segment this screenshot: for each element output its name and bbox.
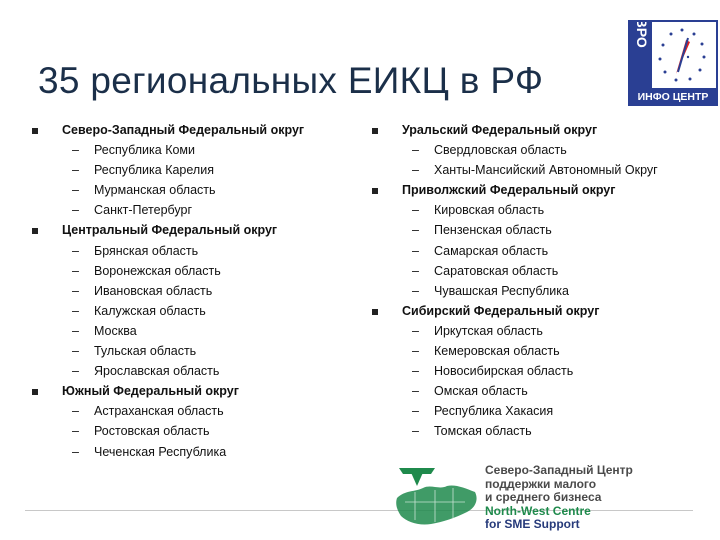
region-item: – Брянская область xyxy=(72,243,199,258)
district-central: Центральный Федеральный округ xyxy=(30,220,360,240)
region-item: – Ханты-Мансийский Автономный Округ xyxy=(412,163,658,178)
region-item: – Омская область xyxy=(412,384,528,399)
map-shape-icon xyxy=(396,485,476,524)
region-item: – Тульская область xyxy=(72,344,197,359)
region-item: – Республика Карелия xyxy=(72,163,214,178)
slide-title: 35 региональных ЕИКЦ в РФ xyxy=(38,60,544,101)
region-item: – Мурманская область xyxy=(72,183,216,198)
region-item: – Воронежская область xyxy=(72,263,221,278)
left-district-list xyxy=(30,120,360,462)
region-item: – Калужская область xyxy=(72,303,206,318)
region-item: – Астраханская область xyxy=(72,404,224,419)
sme-en-line2: for SME Support xyxy=(485,517,580,531)
square-bullet-icon xyxy=(32,128,38,134)
region-item: – Кировская область xyxy=(412,203,545,218)
region-item: – Ростовская область xyxy=(72,424,210,439)
region-item: – Иркутская область xyxy=(412,323,543,338)
square-bullet-icon xyxy=(32,389,38,395)
right-district-list xyxy=(370,120,710,442)
region-item: – Санкт-Петербург xyxy=(72,203,193,218)
sme-ru-line3: и среднего бизнеса xyxy=(485,490,602,504)
region-item: – Ярославская область xyxy=(72,364,220,379)
euro-info-centre-logo xyxy=(628,20,718,106)
region-item: – Республика Коми xyxy=(72,143,196,158)
region-item: – Республика Хакасия xyxy=(412,404,554,419)
euro-vertical-text: ЕВРО xyxy=(634,22,650,48)
region-item: – Кемеровская область xyxy=(412,344,560,359)
region-item: – Ивановская область xyxy=(72,283,213,298)
district-southern: Южный Федеральный округ xyxy=(30,381,360,401)
region-item: – Москва xyxy=(72,323,137,338)
region-item: – Самарская область xyxy=(412,243,549,258)
square-bullet-icon xyxy=(32,228,38,234)
square-bullet-icon xyxy=(372,128,378,134)
info-centre-text: ИНФО ЦЕНТР xyxy=(637,91,709,103)
region-item: – Свердловская область xyxy=(412,143,567,158)
region-item: – Чеченская Республика xyxy=(72,444,227,459)
district-siberian: Сибирский Федеральный округ xyxy=(370,301,710,321)
square-bullet-icon xyxy=(372,188,378,194)
square-bullet-icon xyxy=(372,309,378,315)
district-volga: Приволжский Федеральный округ xyxy=(370,180,710,200)
sme-centre-logo-text xyxy=(485,464,633,532)
region-item: – Новосибирская область xyxy=(412,364,574,379)
sme-ru-line1: Северо-Западный Центр xyxy=(485,463,633,477)
district-ural: Уральский Федеральный округ xyxy=(370,120,710,140)
region-item: – Чувашская Республика xyxy=(412,283,569,298)
region-item: – Томская область xyxy=(412,424,532,439)
euro-info-centre-emblem xyxy=(630,22,716,104)
region-item: – Саратовская область xyxy=(412,263,559,278)
sme-ru-line2: поддержки малого xyxy=(485,476,597,491)
sme-en-line1: North-West Centre xyxy=(485,503,591,518)
region-item: – Пензенская область xyxy=(412,223,552,238)
district-northwest: Северо-Западный Федеральный округ xyxy=(30,120,360,140)
